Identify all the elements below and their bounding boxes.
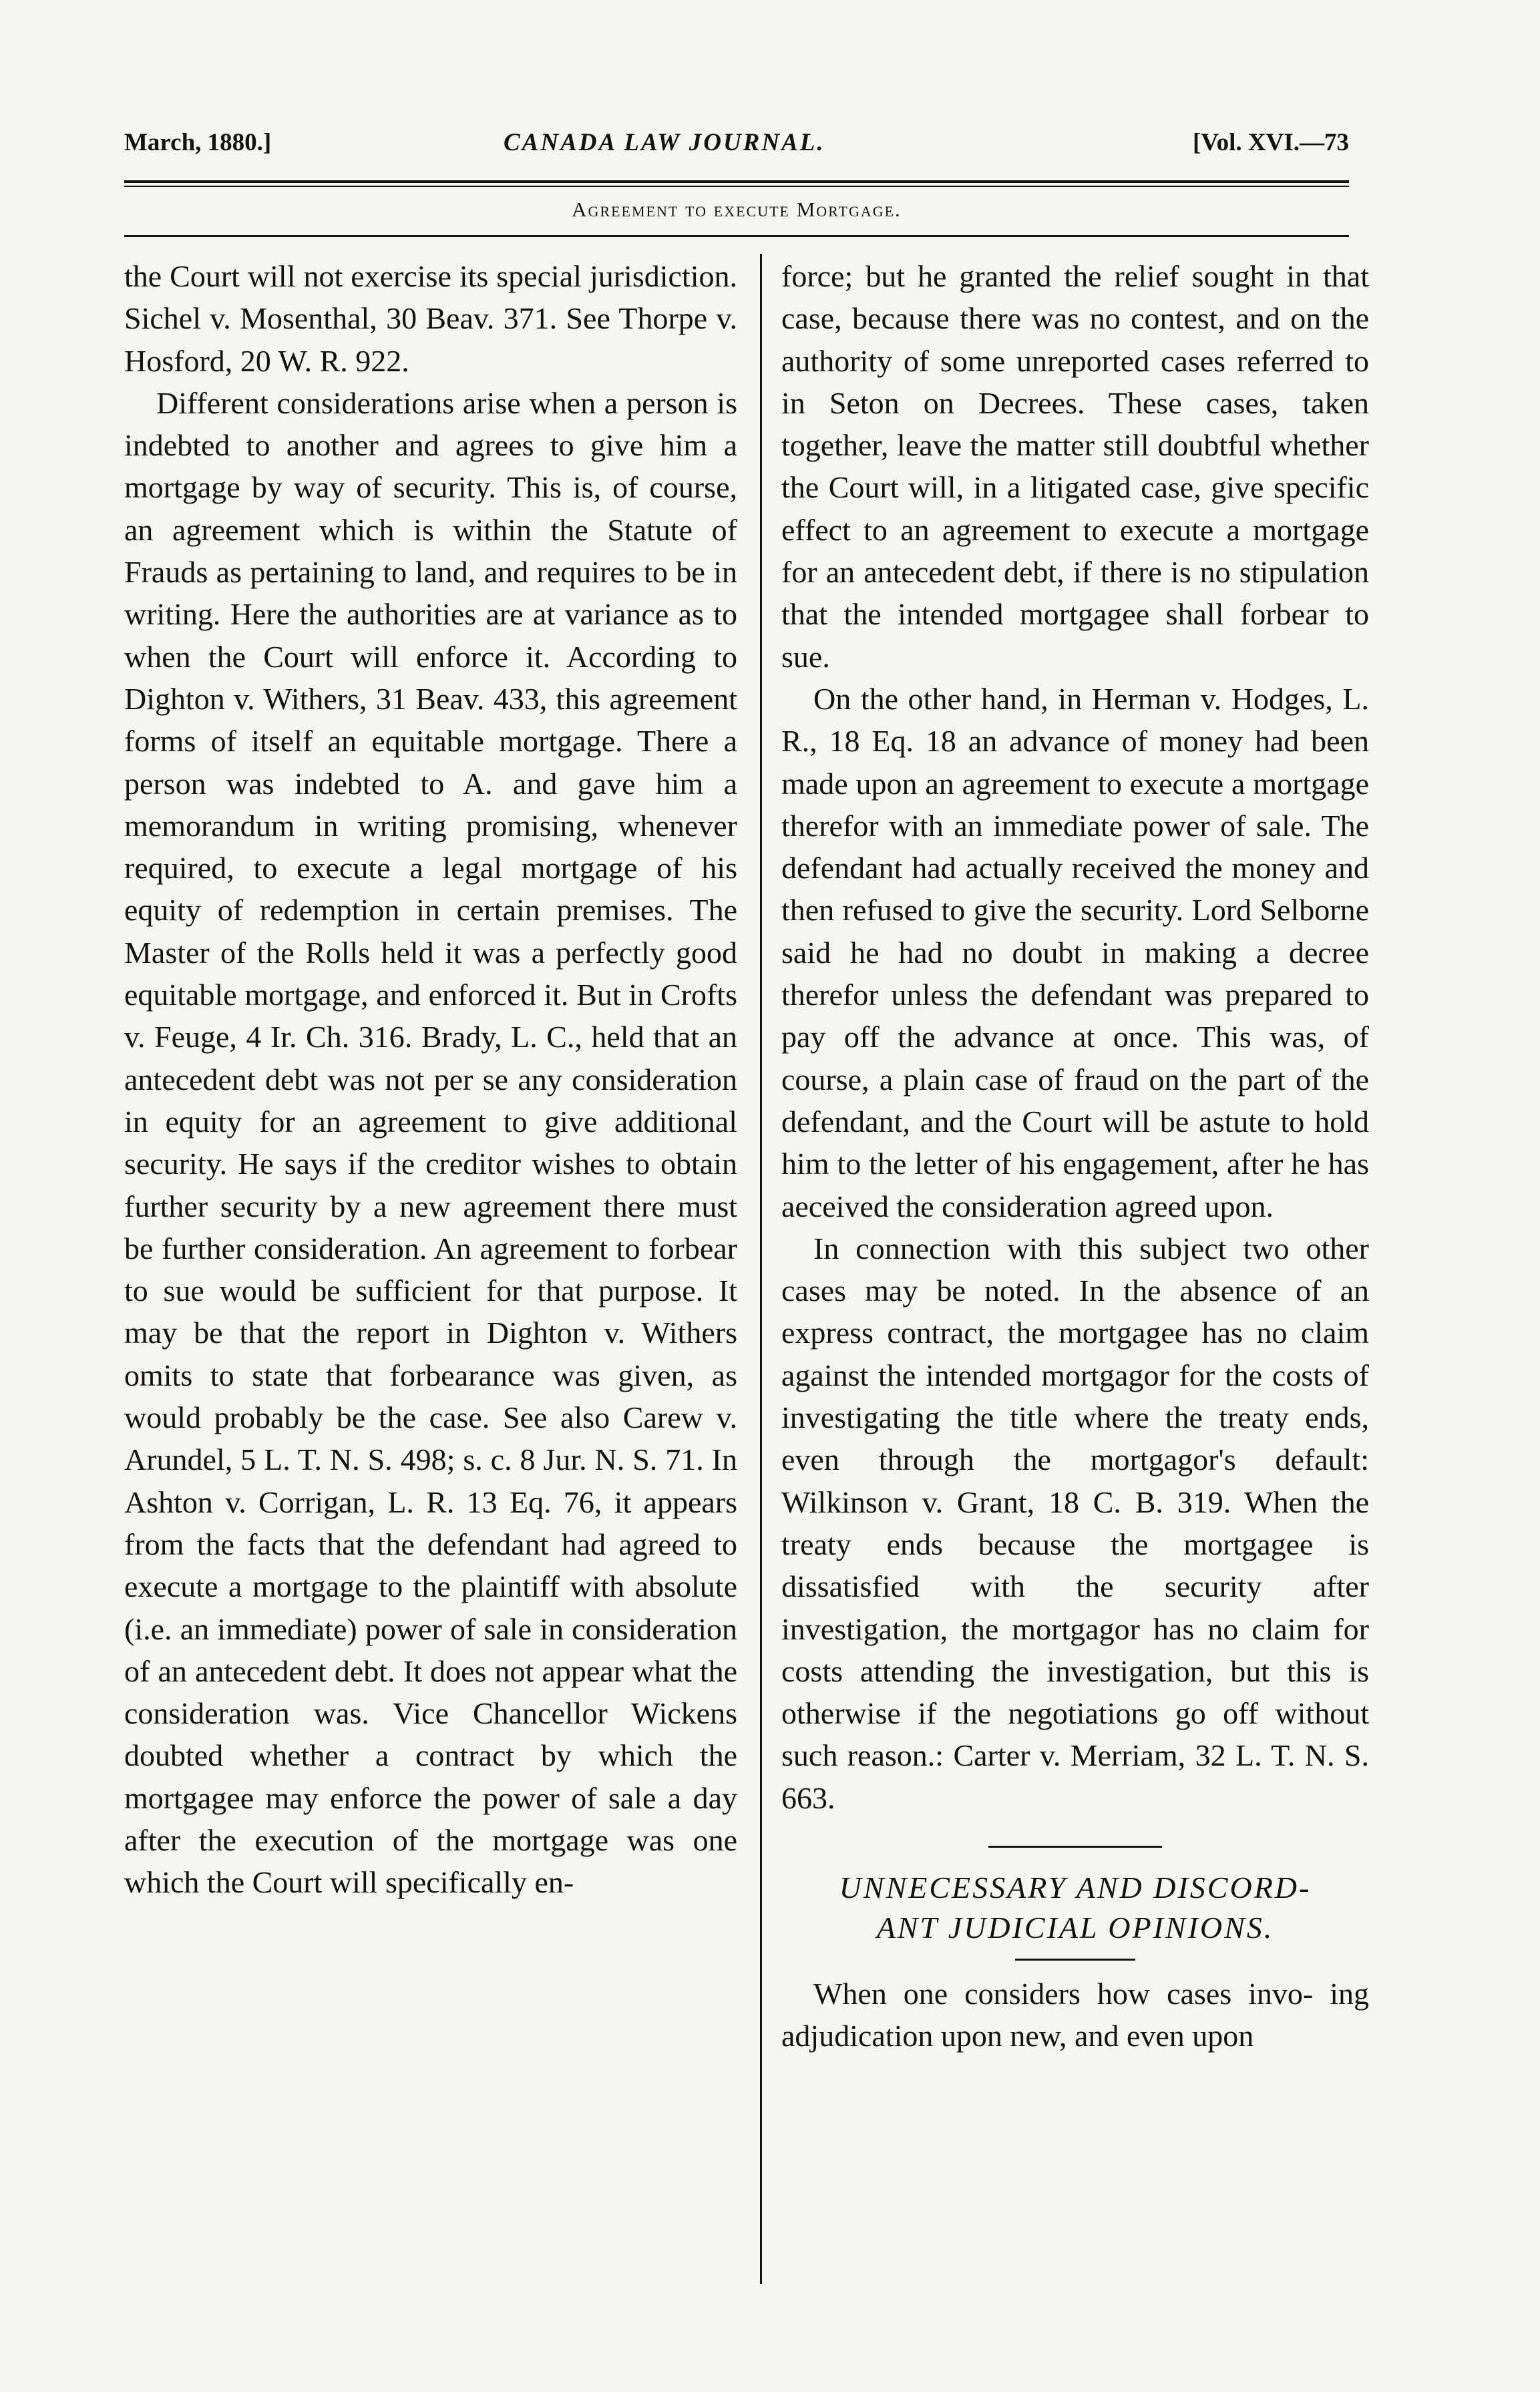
header-date: March, 1880.]: [124, 129, 272, 156]
right-column: [781, 255, 1369, 2057]
header-volume-page: [Vol. XVI.—73: [1192, 129, 1349, 156]
header-journal-title: CANADA LAW JOURNAL.: [504, 129, 825, 156]
paragraph: On the other hand, in Herman v. Hodges, L. R., 18 Eq. 18 an advance of money had been made upon an agreement to execute a mortgage therefor with an immediate power of sale. The defendant had actually received the money and then refused to give the security. Lord Selborne said he had no doubt in making a decree therefor unless the defendant was prepared to pay off the advance at once. This was, of course, a plain case of fraud on the part of the defendant, and the Court will be astute to hold him to the letter of his engagement, after he has aeceived the consideration agreed upon.: [781, 681, 1369, 1223]
paragraph: force; but he granted the relief sought in that case, because there was no contest, and on the authority of some unreported cases referred to in Seton on Decrees. These cases, taken together, leave the matter still doubtful whether the Court will, in a litigated case, give specific effect to an agreement to execute a mortgage for an antecedent debt, if there is no stipulation that the intended mortgagee shall forbear to sue.: [781, 259, 1369, 674]
article-title-line: ANT JUDICIAL OPINIONS.: [876, 1910, 1274, 1945]
left-column: [124, 255, 737, 1904]
article-title-line: UNNECESSARY AND DISCORD-: [839, 1870, 1312, 1905]
section-subhead: Agreement to execute Mortgage.: [572, 198, 902, 221]
paragraph: In connection with this subject two other cases may be noted. In the absence of an express contract, the mortgagee has no claim against the intended mortgagor for the costs of investigating the title where the treaty ends, even through the mortgagor's default: Wilkinson v. Grant, 18 C. B. 319. When the treaty ends because the mortgagee is dissatisfied with the security after investigation, the mortgagor has no claim for costs attending the investigation, but this is otherwise if the negotiations go off without such reason.: Carter v. Merriam, 32 L. T. N. S. 663.: [781, 1231, 1369, 1815]
running-header: [124, 120, 1349, 167]
section-separator-rule: [988, 1846, 1162, 1848]
column-divider: [760, 254, 762, 2284]
paragraph: Different considerations arise when a person is indebted to another and agrees to give him a mortgage by way of security. This is, of course, an agreement which is within the Statute of Frauds as pertaining to land, and requires to be in writing. Here the authorities are at variance as to when the Court will enforce it. According to Dighton v. Withers, 31 Beav. 433, this agreement forms of itself an equitable mortgage. There a person was indebted to A. and gave him a memorandum in writing promising, whenever required, to execute a legal mortgage of his equity of redemption in certain premises. The Master of the Rolls held it was a perfectly good equitable mortgage, and enforced it. But in Crofts v. Feuge, 4 Ir. Ch. 316. Brady, L. C., held that an antecedent debt was not per se any consideration in equity for an agreement to give additional security. He says if the creditor wishes to obtain further security by a new agreement there must be further consideration. An agreement to forbear to sue would be sufficient for that purpose. It may be that the report in Dighton v. Withers omits to state that forbearance was given, as would probably be the case. See also Carew v. Arundel, 5 L. T. N. S. 498; s. c. 8 Jur. N. S. 71. In Ashton v. Corrigan, L. R. 13 Eq. 76, it appears from the facts that the defendant had agreed to execute a mortgage to the plaintiff with absolute (i.e. an immediate) power of sale in consideration of an antecedent debt. It does not appear what the consideration was. Vice Chancellor Wickens doubted whether a contract by which the mortgagee may enforce the power of sale a day after the execution of the mortgage was one which the Court will specifically en-: [124, 385, 737, 1900]
subhead-rule: [124, 235, 1349, 237]
article-title: [781, 1868, 1369, 1948]
title-underline-rule: [1015, 1959, 1135, 1961]
paragraph: the Court will not exercise its special jurisdiction. Sichel v. Mosenthal, 30 Beav. 371. See Thorpe v. Hosford, 20 W. R. 922.: [124, 259, 737, 378]
paragraph: When one considers how cases invo- ing adjudication upon new, and even upon: [781, 1976, 1369, 2053]
header-double-rule: [124, 180, 1349, 187]
